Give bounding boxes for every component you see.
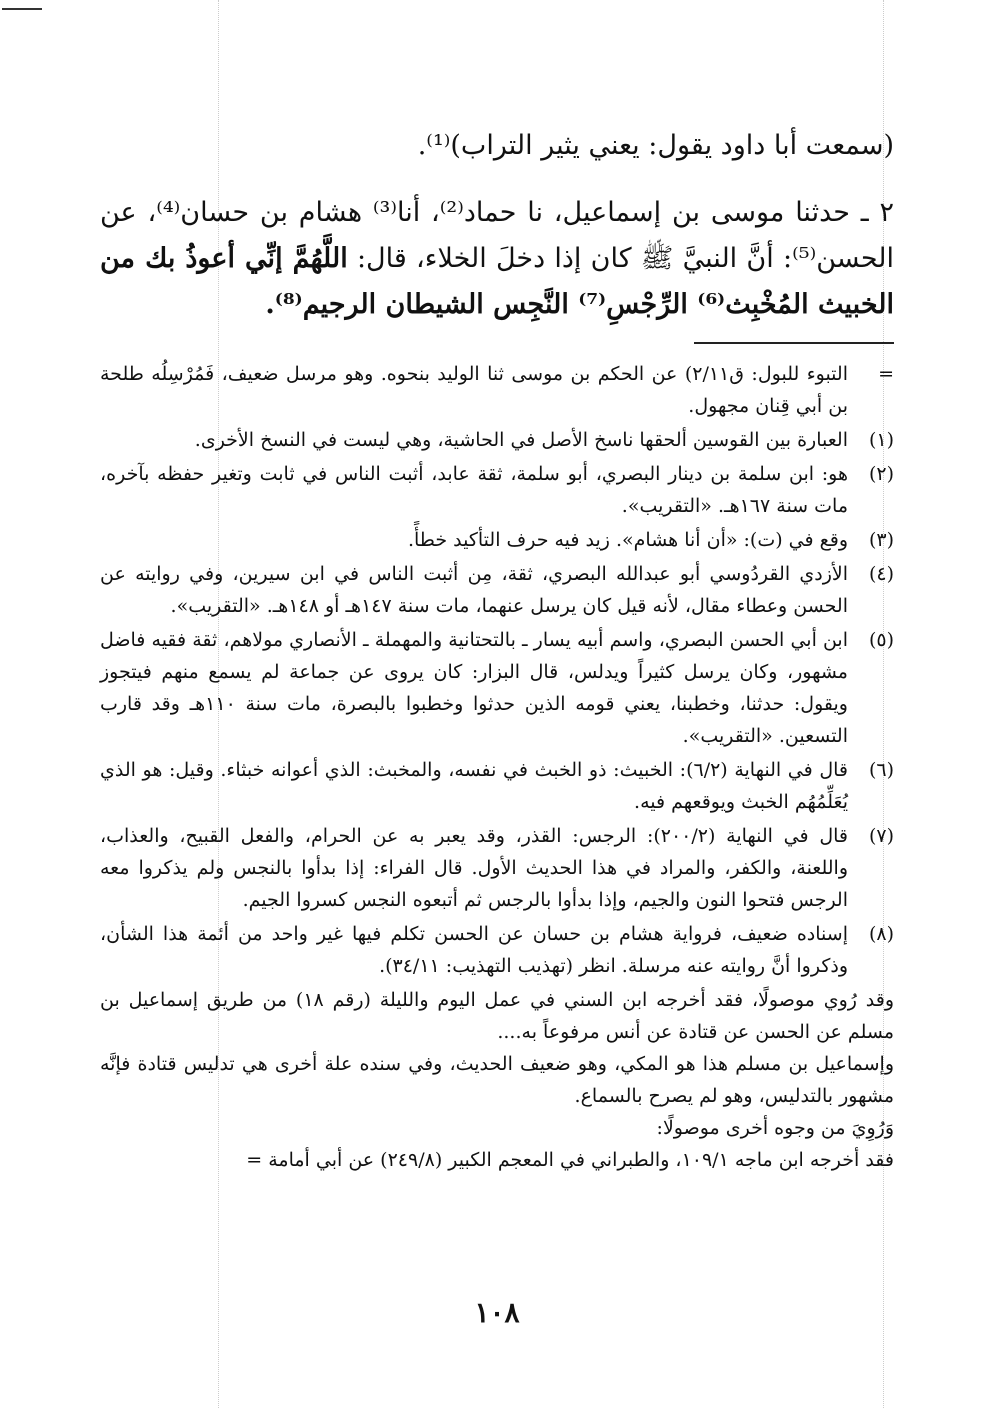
footnote-text: وقع في (ت): «أن أنا هشام». زيد فيه حرف التأكيد خطأً. [407, 529, 848, 551]
footnote-number: (٣) [868, 529, 894, 551]
footnote-number: (٥) [868, 629, 894, 651]
footnote-text: قال في النهاية (٢٠٠/٢): الرجس: القذر، وقد يعبر به عن الحرام، والفعل القبيح، والعذاب، واللعنة، والكفر، والمراد في هذا الحديث الأول. قال الفراء: إذا بدأوا بالنجس ولم يذكروا معه الرجس فتحوا النون والجيم، وإذا بدأوا بالرجس ثم أتبعوه النجس كسروا الجيم. [100, 825, 849, 911]
footnote-number: (١) [868, 429, 894, 451]
footnote-item [100, 358, 894, 422]
opening-line [100, 122, 894, 170]
footnote-text: هو: ابن سلمة بن دينار البصري، أبو سلمة، ثقة عابد، أثبت الناس في ثابت وتغير حفظه بآخره، مات سنة ١٦٧هـ. «التقريب». [100, 463, 848, 517]
hadith-chain: ٢ ـ حدثنا موسى بن إسماعيل، نا حماد⁽²⁾، أنا⁽³⁾ هشام بن حسان⁽⁴⁾، عن الحسن⁽⁵⁾: أنَّ النبيَّ ﷺ كان إذا دخلَ الخلاء، قال: [100, 197, 895, 274]
footnote-number: (٢) [868, 463, 894, 485]
opening-line-text: (سمعت أبا داود يقول: يعني يثير التراب)⁽¹⁾. [417, 130, 894, 161]
footnote-number: (٨) [868, 923, 894, 945]
hadith-supplication: اللَّهُمَّ إنِّي أعوذُ بك من الخبيث المُخْبِث⁽⁶⁾ الرِّجْسِ⁽⁷⁾ النَّجِس الشيطان الرجيم⁽⁸⁾. [100, 243, 894, 320]
footnote-continuation: وإسماعيل بن مسلم هذا هو المكي، وهو ضعيف الحديث، وفي سنده علة أخرى هي تدليس قتادة فإنَّه مشهور بالتدليس، وهو لم يصرح بالسماع. [100, 1053, 894, 1107]
hadith-text [100, 190, 894, 328]
footnote-number: = [878, 363, 894, 385]
footnote-continuation: وقد رُوي موصولًا، فقد أخرجه ابن السني في عمل اليوم والليلة (رقم ١٨) من طريق إسماعيل بن مسلم عن الحسن عن قتادة عن أنس مرفوعاً به.... [100, 989, 894, 1043]
footnote-item [100, 918, 894, 982]
footnote-text: التبوء للبول: ق٢/١١) عن الحكم بن موسى ثنا الوليد بنحوه. وهو مرسل ضعيف، فَمُرْسِلُه طلحة بن أبي قِنان مجهول. [100, 363, 848, 417]
footnote-continuation: وَرُوِيَ من وجوه أخرى موصولًا: [656, 1117, 894, 1139]
footnote-text: قال في النهاية (٦/٢): الخبيث: ذو الخبث في نفسه، والمخبث: الذي أعوانه خبثاء. وقيل: هو الذي يُعَلِّمُهُم الخبث ويوقعهم فيه. [100, 759, 848, 813]
footnote-item [100, 424, 894, 456]
footnote-item [100, 458, 894, 522]
footnote-item [100, 754, 894, 818]
page-number: ١٠٨ [474, 1296, 520, 1329]
footnote-text: ابن أبي الحسن البصري، واسم أبيه يسار ـ بالتحتانية والمهملة ـ الأنصاري مولاهم، ثقة فقيه فاضل مشهور، وكان يرسل كثيراً ويدلس، قال البزار: كان يروى عن جماعة لم يسمع منهم فيتجوز ويقول: حدثنا، وخطبنا، يعني قومه الذين حدثوا وخطبوا بالبصرة، مات سنة ١١٠هـ وقد قارب التسعين. «التقريب». [100, 629, 848, 747]
footnote-item [100, 558, 894, 622]
footnote-text: إسناده ضعيف، فرواية هشام بن حسان عن الحسن تكلم فيها غير واحد من أئمة هذا الشأن، وذكروا أنَّ روايته عنه مرسلة. انظر (تهذيب التهذيب: ٣٤/١١). [100, 923, 848, 977]
footnote-divider [694, 342, 894, 344]
footnote-text: الأزدي القردُوسي أبو عبدالله البصري، ثقة، مِن أثبت الناس في ابن سيرين، وفي روايته عن الحسن وعطاء مقال، لأنه قيل كان يرسل عنهما، مات سنة ١٤٧هـ أو ١٤٨هـ. «التقريب». [100, 563, 848, 617]
footnote-text: العبارة بين القوسين ألحقها ناسخ الأصل في الحاشية، وهي ليست في النسخ الأخرى. [194, 429, 848, 451]
footnote-number: (٧) [868, 825, 894, 847]
footnotes-section [100, 358, 894, 1176]
footnote-item [100, 624, 894, 752]
footnote-number: (٦) [868, 759, 894, 781]
footnote-continuation: فقد أخرجه ابن ماجه ١٠٩/١، والطبراني في المعجم الكبير (٢٤٩/٨) عن أبي أمامة = [246, 1149, 894, 1171]
footnote-number: (٤) [868, 563, 894, 585]
corner-mark [2, 8, 42, 10]
footnote-item [100, 820, 894, 916]
footnote-item [100, 524, 894, 556]
